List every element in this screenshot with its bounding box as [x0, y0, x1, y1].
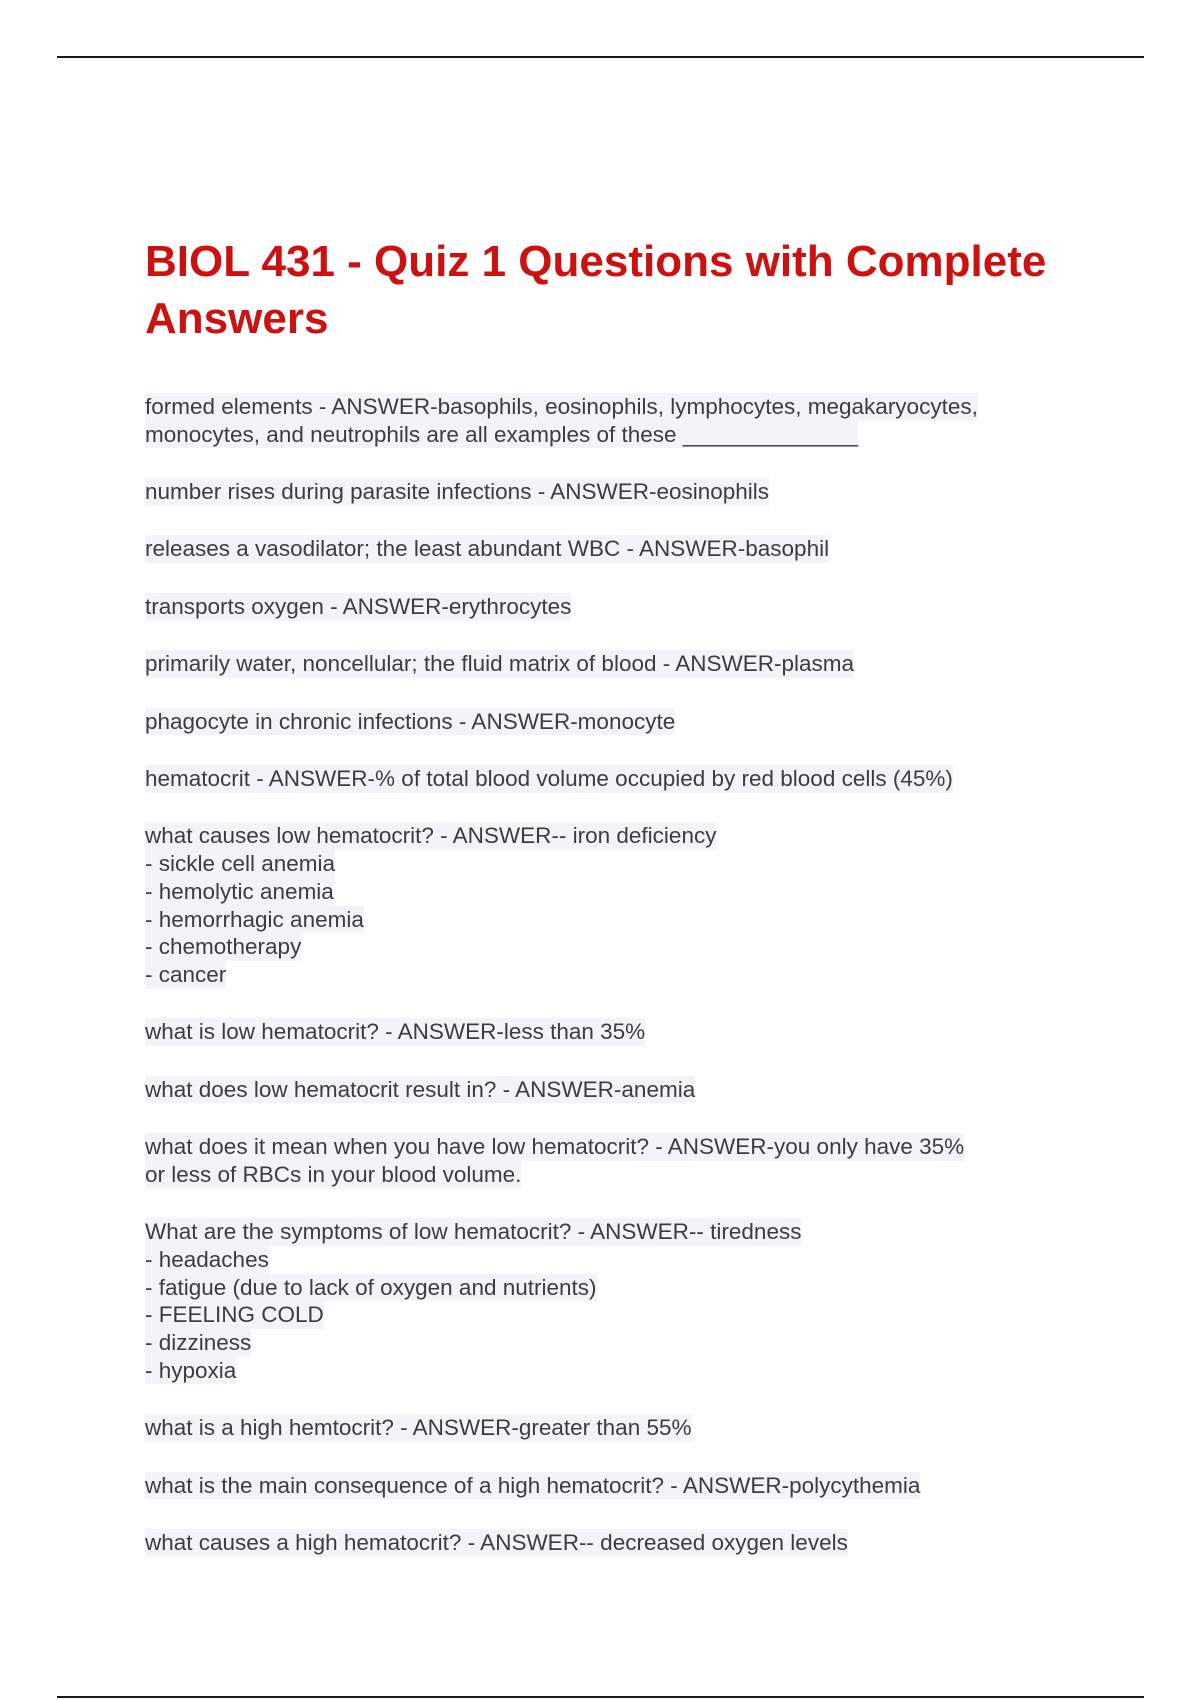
qa-line: what causes low hematocrit? - ANSWER-- iron deficiency	[145, 823, 717, 849]
qa-entry	[145, 650, 1095, 678]
qa-line: primarily water, noncellular; the fluid matrix of blood - ANSWER-plasma	[145, 651, 855, 677]
qa-line: what is a high hemtocrit? - ANSWER-greater than 55%	[145, 1415, 692, 1441]
qa-line: - dizziness	[145, 1330, 252, 1356]
qa-line: - fatigue (due to lack of oxygen and nutrients)	[145, 1274, 597, 1300]
qa-entry	[145, 822, 1095, 988]
qa-line: releases a vasodilator; the least abundant WBC - ANSWER-basophil	[145, 536, 830, 562]
qa-line: - FEELING COLD	[145, 1302, 324, 1328]
qa-line: - hypoxia	[145, 1357, 237, 1383]
qa-line: what does it mean when you have low hematocrit? - ANSWER-you only have 35%	[145, 1134, 965, 1160]
qa-entry	[145, 765, 1095, 793]
qa-line: what is the main consequence of a high hematocrit? - ANSWER-polycythemia	[145, 1472, 921, 1498]
qa-entry	[145, 393, 1095, 448]
qa-line: What are the symptoms of low hematocrit? - ANSWER-- tiredness	[145, 1219, 802, 1245]
qa-entry	[145, 535, 1095, 563]
qa-line: what does low hematocrit result in? - ANSWER-anemia	[145, 1076, 696, 1102]
header-rule	[57, 56, 1144, 58]
qa-line: - sickle cell anemia	[145, 851, 336, 877]
qa-list	[145, 393, 1095, 1586]
qa-entry	[145, 478, 1095, 506]
qa-entry	[145, 1218, 1095, 1384]
qa-line: monocytes, and neutrophils are all examples of these ______________	[145, 421, 858, 447]
qa-line: what is low hematocrit? - ANSWER-less than 35%	[145, 1019, 646, 1045]
document-title: BIOL 431 - Quiz 1 Questions with Complete Answers	[145, 237, 1047, 343]
qa-entry	[145, 1414, 1095, 1442]
qa-entry	[145, 1076, 1095, 1104]
qa-entry	[145, 1018, 1095, 1046]
qa-entry	[145, 708, 1095, 736]
qa-entry	[145, 1529, 1095, 1557]
qa-line: formed elements - ANSWER-basophils, eosinophils, lymphocytes, megakaryocytes,	[145, 394, 978, 419]
footer-rule	[57, 1696, 1144, 1698]
qa-line: - hemolytic anemia	[145, 878, 334, 904]
qa-line: transports oxygen - ANSWER-erythrocytes	[145, 593, 572, 619]
qa-line: or less of RBCs in your blood volume.	[145, 1161, 522, 1187]
qa-line: number rises during parasite infections - ANSWER-eosinophils	[145, 479, 770, 505]
qa-line: what causes a high hematocrit? - ANSWER-- decreased oxygen levels	[145, 1529, 848, 1555]
qa-entry	[145, 1133, 1095, 1188]
qa-entry	[145, 1472, 1095, 1500]
qa-line: phagocyte in chronic infections - ANSWER-monocyte	[145, 708, 676, 734]
qa-line: - chemotherapy	[145, 934, 302, 960]
qa-line: - headaches	[145, 1246, 269, 1272]
qa-line: - cancer	[145, 961, 227, 987]
qa-entry	[145, 593, 1095, 621]
qa-line: hematocrit - ANSWER-% of total blood volume occupied by red blood cells (45%)	[145, 766, 953, 792]
qa-line: - hemorrhagic anemia	[145, 906, 364, 932]
